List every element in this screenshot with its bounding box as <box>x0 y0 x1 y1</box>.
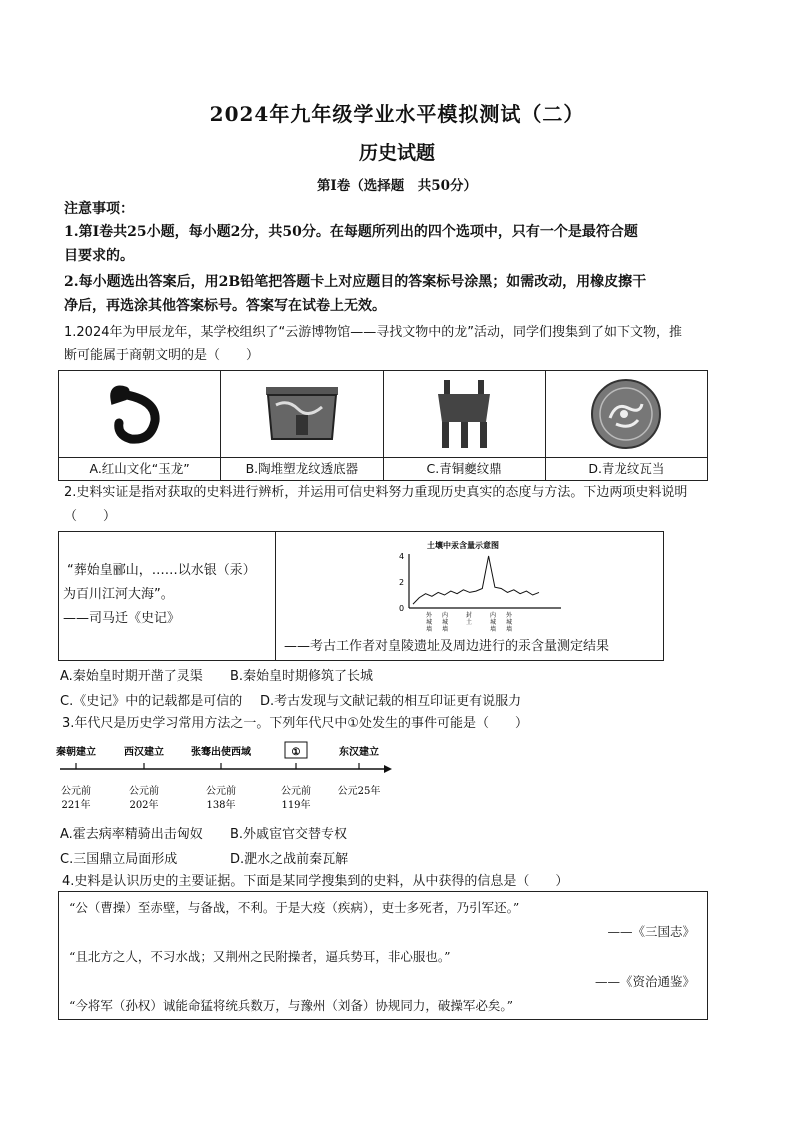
svg-text:墙: 墙 <box>489 626 497 633</box>
x-tick-label <box>506 611 513 633</box>
q4-quote1: “公（曹操）至赤壁，与备战，不利。于是大疫（疾病），吏士多死者，乃引军还。” <box>69 900 520 915</box>
exam-title: 2024年九年级学业水平模拟测试（二） <box>209 102 585 126</box>
bronze-ding-icon <box>384 371 545 457</box>
timeline-event-label: 西汉建立 <box>124 747 164 758</box>
notes-item2-line2: 净后，再选涂其他答案标号。答案写在试卷上无效。 <box>64 298 386 314</box>
q4-quote2: “且北方之人，不习水战；又荆州之民附操者，逼兵势耳，非心服也。” <box>69 949 451 964</box>
q2-option-c[interactable]: C.《史记》中的记载都是可信的 <box>60 694 243 709</box>
svg-text:内: 内 <box>489 612 497 619</box>
x-tick-label <box>490 611 496 633</box>
y-tick-label: 4 <box>399 552 405 561</box>
pottery-vessel-icon <box>221 371 382 457</box>
timeline-year-label: 公元前 <box>129 786 159 797</box>
q1-option-c[interactable] <box>383 371 545 481</box>
q2-line2: （ ） <box>64 509 117 524</box>
q1-options-table <box>58 370 708 481</box>
svg-text:墙: 墙 <box>505 626 513 633</box>
notes-item1-line2: 目要求的。 <box>64 248 134 264</box>
subject-title: 历史试题 <box>358 142 435 164</box>
mercury-chart <box>389 536 579 636</box>
q1-line1: 1.2024年为甲辰龙年，某学校组织了“云游博物馆——寻找文物中的龙”活动，同学们搜集到了如下文物，推 <box>64 325 682 340</box>
q1-option-a[interactable] <box>59 371 221 481</box>
q1-option-a-caption: A.红山文化“玉龙” <box>59 457 220 480</box>
q2-option-d[interactable]: D.考古发现与文献记载的相互印证更有说服力 <box>260 694 522 709</box>
svg-text:城: 城 <box>489 619 497 626</box>
q1-option-d[interactable] <box>545 371 707 481</box>
q4-quote3: “今将军（孙权）诚能命猛将统兵数万，与豫州（刘备）协规同力，破操军必矣。” <box>69 998 514 1013</box>
q2-quote-source: ——司马迁《史记》 <box>63 611 181 626</box>
notes-item2-line1: 2.每小题选出答案后，用2B铅笔把答题卡上对应题目的答案标号涂黑；如需改动，用橡皮擦干 <box>64 274 647 290</box>
timeline-year-label: 221年 <box>61 800 91 811</box>
q2-sources-box <box>58 531 664 661</box>
x-tick-label <box>442 611 448 633</box>
q1-option-b[interactable] <box>221 371 383 481</box>
q4-sources-box <box>58 891 708 1020</box>
timeline-event-label: 张骞出使西域 <box>191 747 251 758</box>
svg-text:墙: 墙 <box>425 626 433 633</box>
q3-timeline <box>56 738 416 818</box>
q2-line1: 2.史料实证是指对获取的史料进行辨析，并运用可信史料努力重现历史真实的态度与方法。下边两项史料说明 <box>64 485 688 500</box>
svg-text:城: 城 <box>441 619 449 626</box>
svg-text:城: 城 <box>505 619 513 626</box>
timeline-year-label: 138年 <box>206 800 236 811</box>
q3-option-c[interactable]: C.三国鼎立局面形成 <box>60 852 178 867</box>
timeline-year-label: 119年 <box>281 800 311 811</box>
q1-line2: 断可能属于商朝文明的是（ ） <box>64 348 260 363</box>
roof-tile-icon <box>546 371 707 457</box>
q2-quote-line2: 为百川江河大海”。 <box>63 587 174 602</box>
q2-option-b[interactable]: B.秦始皇时期修筑了长城 <box>230 669 374 684</box>
q2-chart-caption: ——考古工作者对皇陵遗址及周边进行的汞含量测定结果 <box>284 639 610 654</box>
timeline-year-label: 公元前 <box>206 786 236 797</box>
svg-text:内: 内 <box>441 612 449 619</box>
chart-title: 土壤中汞含量示意图 <box>427 540 499 550</box>
y-tick-label: 2 <box>399 578 405 587</box>
q1-option-b-caption: B.陶堆塑龙纹透底器 <box>221 457 382 480</box>
q3-option-b[interactable]: B.外戚宦官交替专权 <box>230 827 348 842</box>
timeline-event-label: ① <box>291 747 301 758</box>
timeline-year-label: 公元前 <box>281 786 311 797</box>
svg-text:外: 外 <box>425 612 433 619</box>
timeline-event-label: 秦朝建立 <box>56 747 96 758</box>
section-title: 第Ⅰ卷（选择题 共50分） <box>316 178 478 194</box>
q4-source1: ——《三国志》 <box>607 924 695 939</box>
q3-text: 3.年代尺是历史学习常用方法之一。下列年代尺中①处发生的事件可能是（ ） <box>62 716 529 731</box>
x-tick-label <box>426 611 433 633</box>
q2-option-a[interactable]: A.秦始皇时期开凿了灵渠 <box>60 669 203 684</box>
svg-text:外: 外 <box>505 612 513 619</box>
timeline-event-label: 东汉建立 <box>339 747 379 758</box>
svg-text:墙: 墙 <box>441 626 449 633</box>
q4-text: 4.史料是认识历史的主要证据。下面是某同学搜集到的史料，从中获得的信息是（ ） <box>62 874 569 889</box>
svg-text:土: 土 <box>465 619 473 626</box>
q3-option-d[interactable]: D.淝水之战前秦瓦解 <box>230 852 349 867</box>
x-tick-label <box>466 611 472 626</box>
y-tick-label: 0 <box>399 604 405 613</box>
timeline-year-label: 公元25年 <box>337 786 381 797</box>
timeline-year-label: 公元前 <box>61 786 91 797</box>
q4-source2: ——《资治通鉴》 <box>594 974 695 989</box>
q2-quote-line1: “葬始皇郦山，……以水银（汞） <box>67 563 256 578</box>
jade-dragon-icon <box>59 371 220 457</box>
svg-text:城: 城 <box>425 619 433 626</box>
q3-option-a[interactable]: A.霍去病率精骑出击匈奴 <box>60 827 203 842</box>
notes-item1-line1: 1.第Ⅰ卷共25小题，每小题2分，共50分。在每题所列出的四个选项中，只有一个是最符合题 <box>64 224 638 240</box>
q1-option-d-caption: D.青龙纹瓦当 <box>546 457 707 480</box>
timeline-year-label: 202年 <box>129 800 159 811</box>
q1-option-c-caption: C.青铜夔纹鼎 <box>384 457 545 480</box>
svg-text:封: 封 <box>465 612 473 619</box>
notes-heading: 注意事项： <box>64 201 134 217</box>
series-line <box>413 556 539 604</box>
